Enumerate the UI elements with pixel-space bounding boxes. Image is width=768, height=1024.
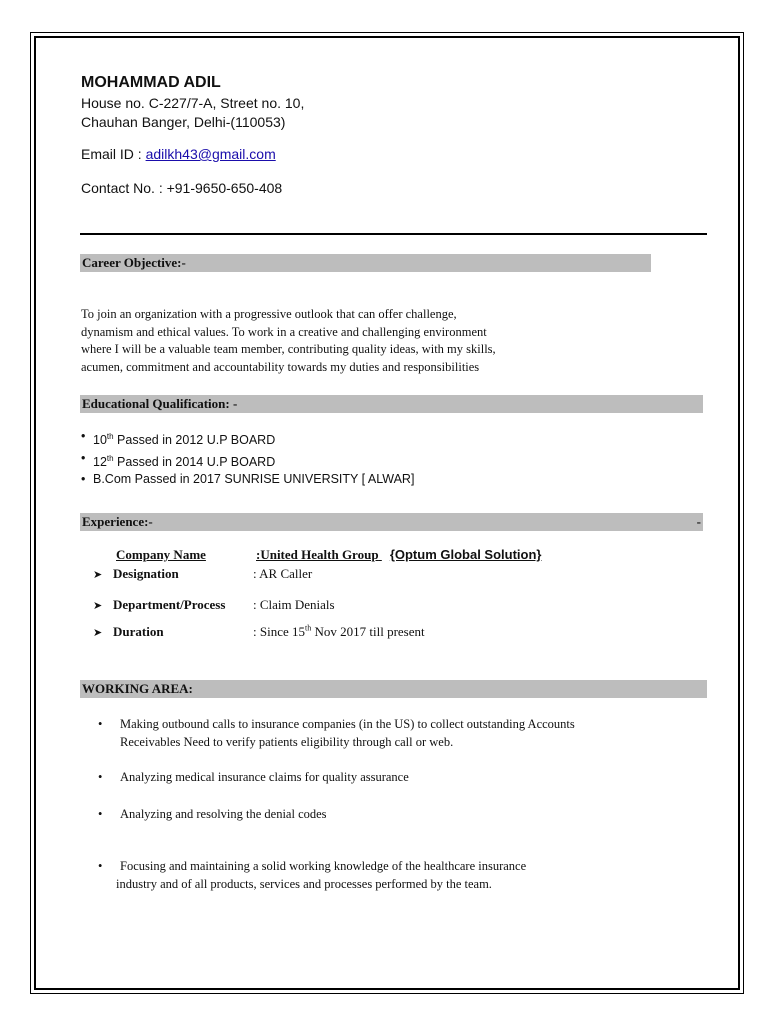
company-extra: {Optum Global Solution} xyxy=(389,547,542,562)
career-objective-heading: Career Objective:- xyxy=(82,255,186,270)
education-item: • 12th Passed in 2014 U.P BOARD xyxy=(81,450,414,472)
email-row xyxy=(81,146,276,162)
designation-value: : AR Caller xyxy=(253,566,313,581)
designation-label: Designation xyxy=(113,566,179,581)
working-area-item: • Analyzing and resolving the denial codes xyxy=(98,806,678,824)
email-label: Email ID : xyxy=(81,146,146,162)
duration-row xyxy=(93,624,425,640)
experience-heading-dash: - xyxy=(696,514,701,529)
department-label: Department/Process xyxy=(113,597,226,612)
objective-line: dynamism and ethical values. To work in a creative and challenging environment xyxy=(81,324,487,339)
working-area-item: • Focusing and maintaining a solid working knowledge of the healthcare insurance industry and of all products, services and processes performed by the team. xyxy=(98,859,527,891)
bullet-icon: • xyxy=(98,770,103,784)
email-link[interactable]: adilkh43@gmail.com xyxy=(145,146,276,162)
experience-heading-bar xyxy=(80,513,703,531)
duration-label: Duration xyxy=(113,624,164,640)
designation-row xyxy=(93,566,312,582)
working-area-item: • Making outbound calls to insurance companies (in the US) to collect outstanding Accounts Receivables Need to verify patients eligibility through call or web. xyxy=(98,717,575,749)
education-heading: Educational Qualification: - xyxy=(82,396,238,411)
objective-line: To join an organization with a progressive outlook that can offer challenge, xyxy=(81,307,457,321)
career-objective-heading-bar xyxy=(80,254,651,272)
bullet-icon: • xyxy=(98,717,103,731)
arrow-bullet-icon: ➤ xyxy=(93,627,103,640)
education-list xyxy=(81,428,414,489)
address-line-2: Chauhan Banger, Delhi-(110053) xyxy=(81,114,286,130)
department-row xyxy=(93,597,335,613)
objective-line: acumen, commitment and accountability towards my duties and responsibilities xyxy=(81,359,480,374)
working-area-heading: WORKING AREA: xyxy=(82,681,193,696)
arrow-bullet-icon: ➤ xyxy=(93,600,103,612)
objective-line: where I will be a valuable team member, contributing quality ideas, with my skills, xyxy=(81,342,496,356)
arrow-bullet-icon: ➤ xyxy=(93,569,103,581)
working-area-heading-bar xyxy=(80,680,707,698)
candidate-name: MOHAMMAD ADIL xyxy=(81,74,221,91)
education-heading-bar xyxy=(80,395,703,413)
duration-value: : Since 15th Nov 2017 till present xyxy=(253,624,425,640)
working-area-item: • Analyzing medical insurance claims for quality assurance xyxy=(98,769,678,787)
department-value: : Claim Denials xyxy=(253,597,335,612)
company-label: Company Name xyxy=(116,547,206,562)
career-objective-text xyxy=(81,306,681,376)
header-divider xyxy=(80,233,707,235)
education-item: • 10th Passed in 2012 U.P BOARD xyxy=(81,428,414,450)
company-row xyxy=(116,547,636,563)
bullet-icon: • xyxy=(98,807,103,821)
bullet-icon: • xyxy=(98,859,103,873)
company-value: :United Health Group xyxy=(256,547,379,562)
contact-number: Contact No. : +91-9650-650-408 xyxy=(81,180,283,196)
education-item: • B.Com Passed in 2017 SUNRISE UNIVERSITY [ ALWAR] xyxy=(81,471,414,489)
experience-heading: Experience:- xyxy=(82,514,153,529)
address-line-1: House no. C-227/7-A, Street no. 10, xyxy=(81,95,305,111)
